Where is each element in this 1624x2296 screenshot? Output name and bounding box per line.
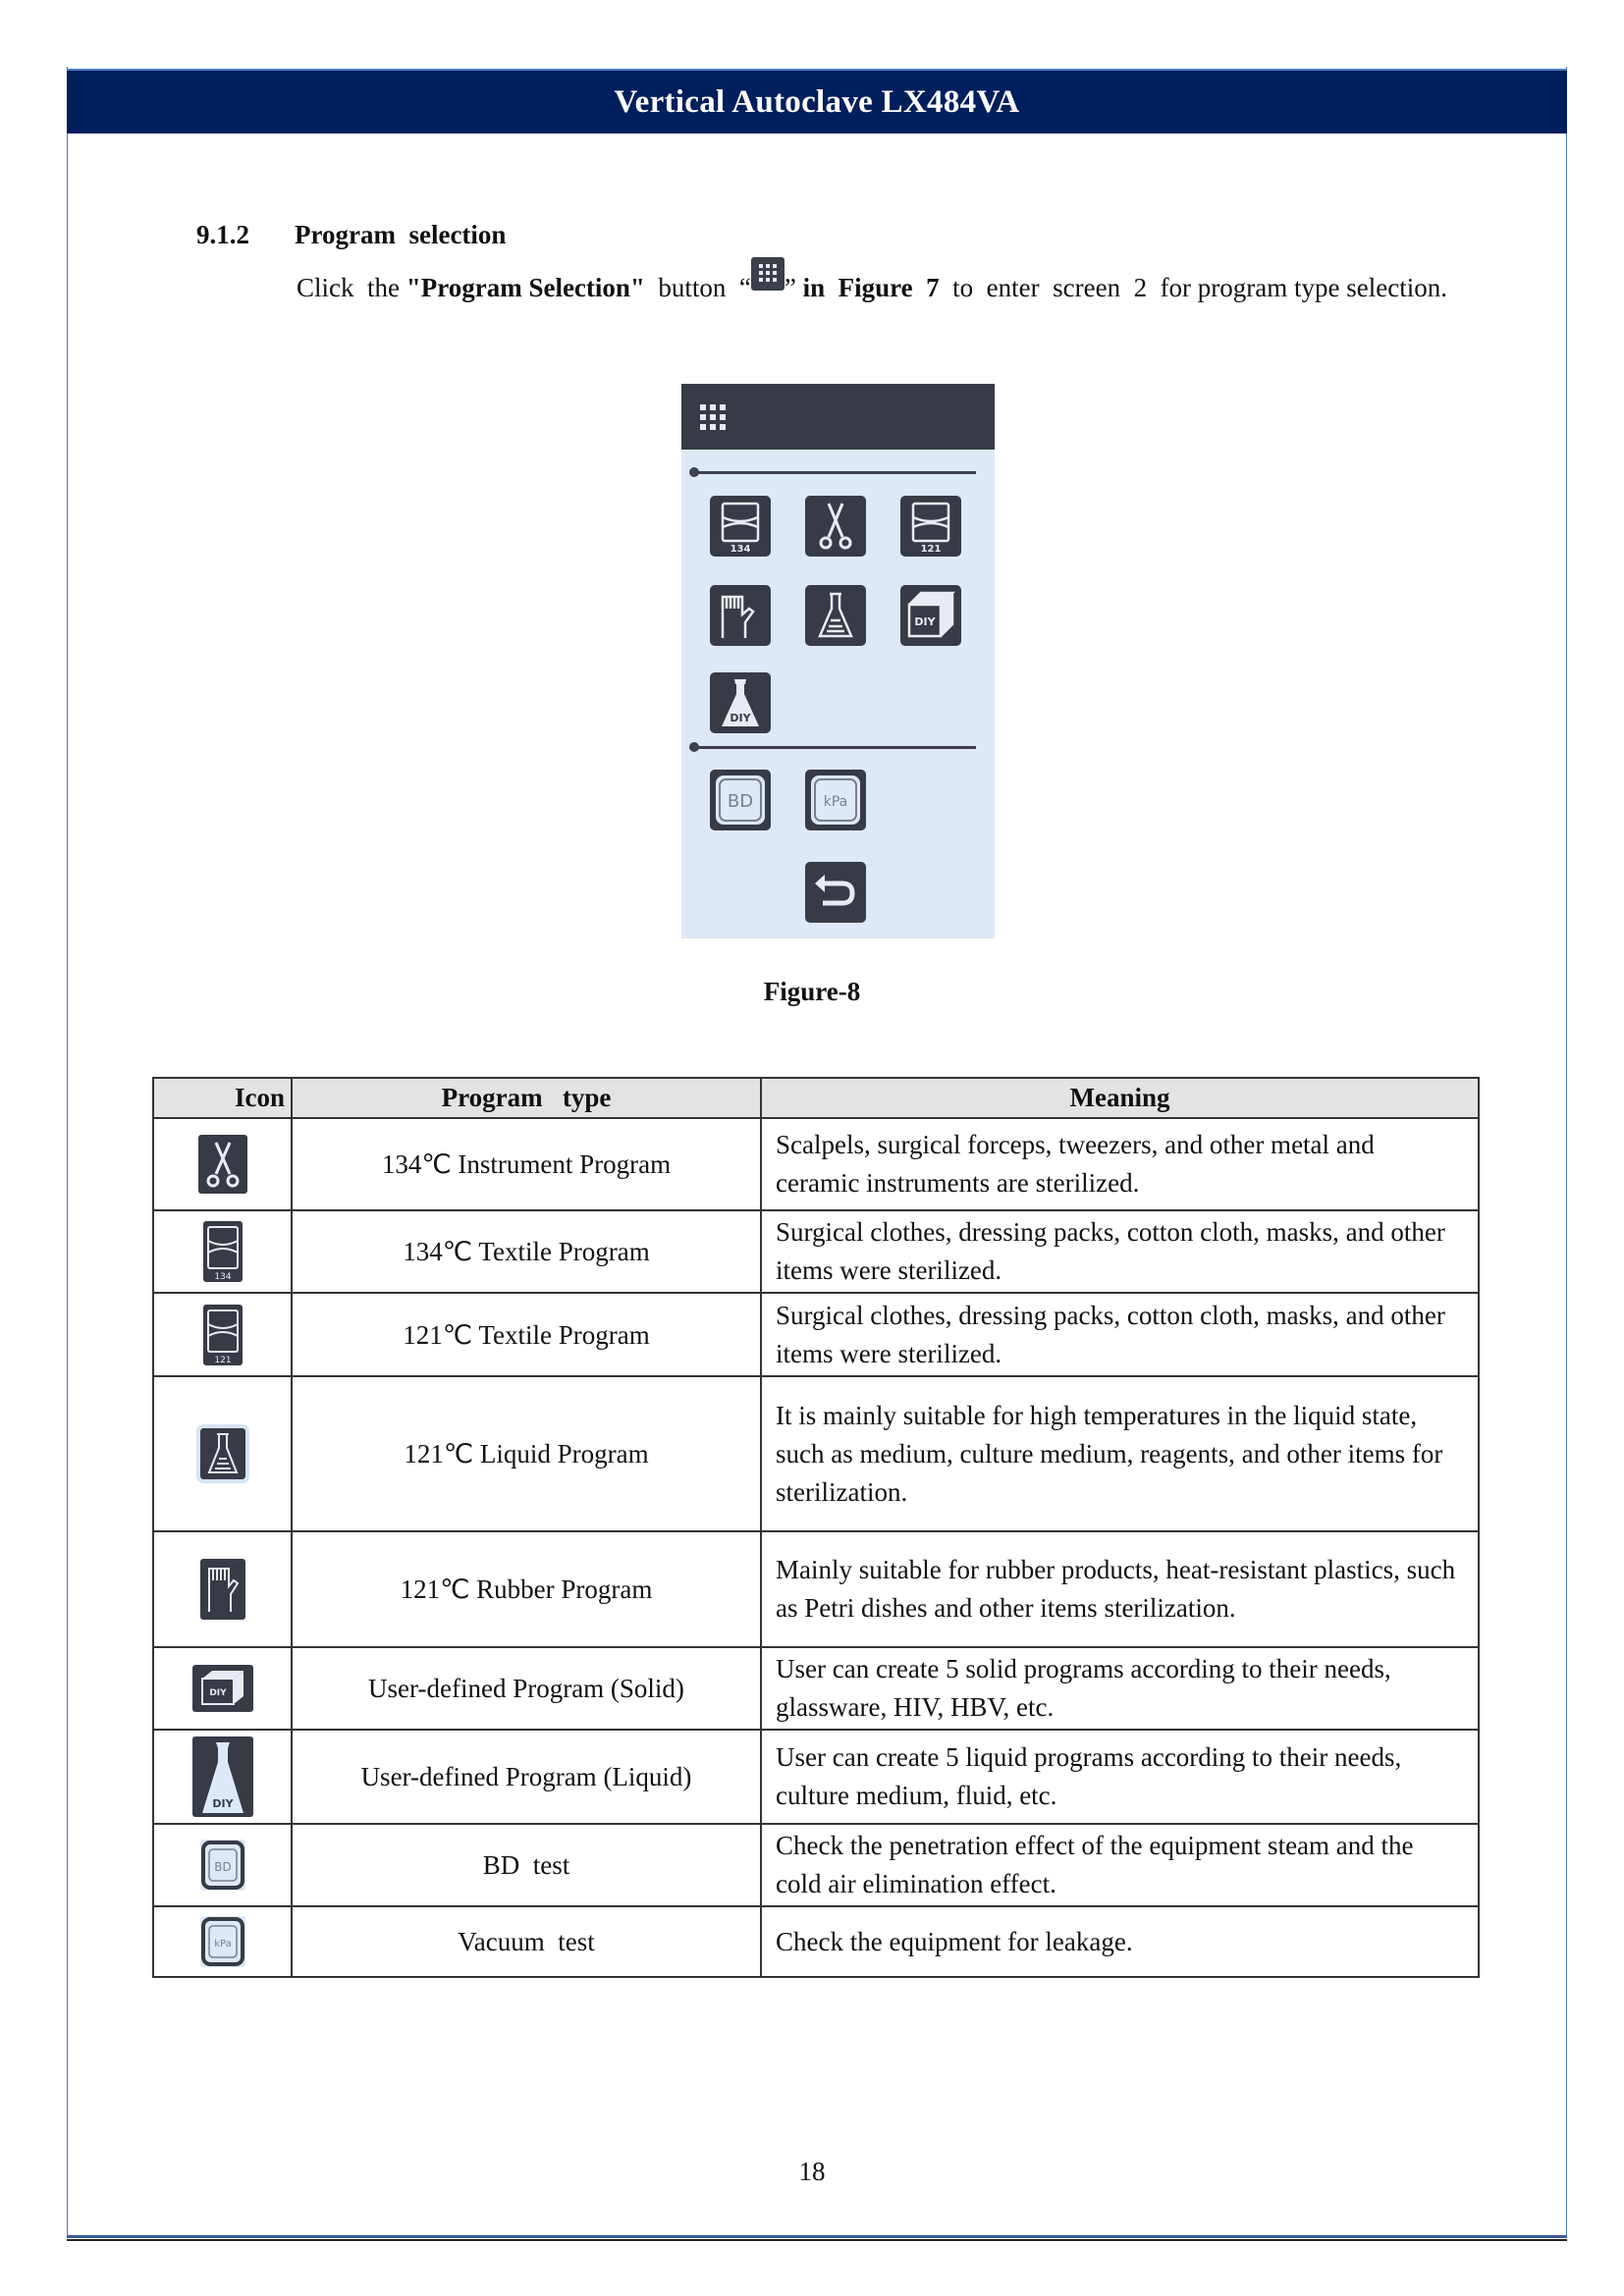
table-row xyxy=(153,1906,1479,1977)
intro-text: ” xyxy=(784,273,803,302)
vacuum-test-icon xyxy=(200,1916,245,1967)
program-type: 121℃ Rubber Program xyxy=(292,1531,761,1647)
back-arrow-icon xyxy=(805,862,866,923)
table-row xyxy=(153,1647,1479,1730)
program-type: Vacuum test xyxy=(292,1906,761,1977)
svg-text:121: 121 xyxy=(920,544,942,555)
user-defined-solid-button[interactable] xyxy=(900,585,961,646)
table-header-row xyxy=(153,1078,1479,1118)
program-meaning: Check the penetration effect of the equipment steam and the cold air elimination effect. xyxy=(761,1824,1479,1906)
program-meaning: Surgical clothes, dressing packs, cotton cloth, masks, and other items were sterilized. xyxy=(761,1293,1479,1376)
program-meaning: Scalpels, surgical forceps, tweezers, and other metal and ceramic instruments are sterilized. xyxy=(761,1118,1479,1210)
program-type: 121℃ Textile Program xyxy=(292,1293,761,1376)
back-button[interactable] xyxy=(805,862,866,923)
diy-flask-icon xyxy=(192,1736,253,1817)
scissors-icon xyxy=(805,496,866,557)
header-band xyxy=(67,69,1567,133)
svg-text:134: 134 xyxy=(730,544,751,555)
bd-test-button[interactable] xyxy=(710,770,771,830)
flask-icon xyxy=(200,1428,245,1479)
svg-text:DIY: DIY xyxy=(208,1688,227,1698)
glove-icon xyxy=(200,1559,245,1620)
column-header-program-type: Program type xyxy=(292,1078,761,1118)
column-header-meaning: Meaning xyxy=(761,1078,1479,1118)
program-type: User-defined Program (Solid) xyxy=(292,1647,761,1730)
svg-text:kPa: kPa xyxy=(823,794,848,810)
bd-test-icon xyxy=(200,1840,245,1891)
liquid-121-button[interactable] xyxy=(805,585,866,646)
table-row xyxy=(153,1293,1479,1376)
user-defined-liquid-button[interactable] xyxy=(710,672,771,733)
intro-bold-figure-ref: in Figure 7 xyxy=(802,273,940,302)
program-types-table xyxy=(152,1077,1480,1978)
diy-box-icon xyxy=(192,1665,253,1712)
svg-text:BD: BD xyxy=(727,791,754,812)
table-row xyxy=(153,1531,1479,1647)
svg-text:DIY: DIY xyxy=(730,712,751,724)
textile-121-icon xyxy=(203,1305,243,1365)
program-type: 134℃ Instrument Program xyxy=(292,1118,761,1210)
svg-text:DIY: DIY xyxy=(914,615,936,628)
section-title: Program selection xyxy=(295,220,507,249)
textile-134-icon xyxy=(710,496,771,557)
table-row xyxy=(153,1118,1479,1210)
svg-text:134: 134 xyxy=(213,1272,232,1282)
intro-paragraph xyxy=(297,265,1461,307)
program-type: 121℃ Liquid Program xyxy=(292,1376,761,1531)
grid-menu-icon xyxy=(751,257,785,291)
grid-menu-icon[interactable] xyxy=(697,401,731,435)
vacuum-test-button[interactable] xyxy=(805,770,866,830)
program-meaning: It is mainly suitable for high temperatures in the liquid state, such as medium, culture medium, reagents, and other items for sterilization. xyxy=(761,1376,1479,1531)
svg-text:DIY: DIY xyxy=(211,1797,234,1810)
svg-text:kPa: kPa xyxy=(213,1939,232,1949)
program-meaning: User can create 5 liquid programs according to their needs, culture medium, fluid, etc. xyxy=(761,1730,1479,1824)
svg-text:BD: BD xyxy=(213,1860,232,1874)
program-type: BD test xyxy=(292,1824,761,1906)
svg-text:121: 121 xyxy=(213,1355,232,1365)
rubber-121-button[interactable] xyxy=(710,585,771,646)
bd-test-icon xyxy=(710,770,771,830)
figure-caption: Figure-8 xyxy=(763,977,861,1006)
intro-text: to enter screen 2 for program type selection. xyxy=(939,273,1447,302)
textile-121-button[interactable] xyxy=(900,496,961,557)
section-divider-slider xyxy=(693,746,976,749)
textile-134-icon xyxy=(203,1221,243,1282)
column-header-icon: Icon xyxy=(153,1078,292,1118)
flask-icon xyxy=(805,585,866,646)
section-number: 9.1.2 xyxy=(196,220,249,249)
table-row xyxy=(153,1824,1479,1906)
program-meaning: Surgical clothes, dressing packs, cotton cloth, masks, and other items were sterilized. xyxy=(761,1210,1479,1293)
textile-121-icon xyxy=(900,496,961,557)
table-row xyxy=(153,1376,1479,1531)
section-heading xyxy=(196,220,506,250)
diy-box-icon xyxy=(900,585,961,646)
screen-header-bar xyxy=(681,384,995,450)
program-meaning: Mainly suitable for rubber products, heat-resistant plastics, such as Petri dishes and other items sterilization. xyxy=(761,1531,1479,1647)
intro-text: Click the xyxy=(297,273,406,302)
table-row xyxy=(153,1210,1479,1293)
intro-text: button “ xyxy=(644,273,751,302)
instrument-134-button[interactable] xyxy=(805,496,866,557)
program-type: 134℃ Textile Program xyxy=(292,1210,761,1293)
program-meaning: Check the equipment for leakage. xyxy=(761,1906,1479,1977)
textile-134-button[interactable] xyxy=(710,496,771,557)
glove-icon xyxy=(710,585,771,646)
program-meaning: User can create 5 solid programs according to their needs, glassware, HIV, HBV, etc. xyxy=(761,1647,1479,1730)
table-row xyxy=(153,1730,1479,1824)
section-divider-slider xyxy=(693,471,976,474)
program-type: User-defined Program (Liquid) xyxy=(292,1730,761,1824)
vacuum-test-icon xyxy=(805,770,866,830)
page-number: 18 xyxy=(798,2157,826,2186)
intro-bold-program-selection: "Program Selection" xyxy=(406,273,645,302)
document-title: Vertical Autoclave LX484VA xyxy=(614,83,1020,120)
diy-flask-icon xyxy=(710,672,771,733)
program-selection-screen xyxy=(681,384,995,938)
scissors-icon xyxy=(198,1135,247,1194)
